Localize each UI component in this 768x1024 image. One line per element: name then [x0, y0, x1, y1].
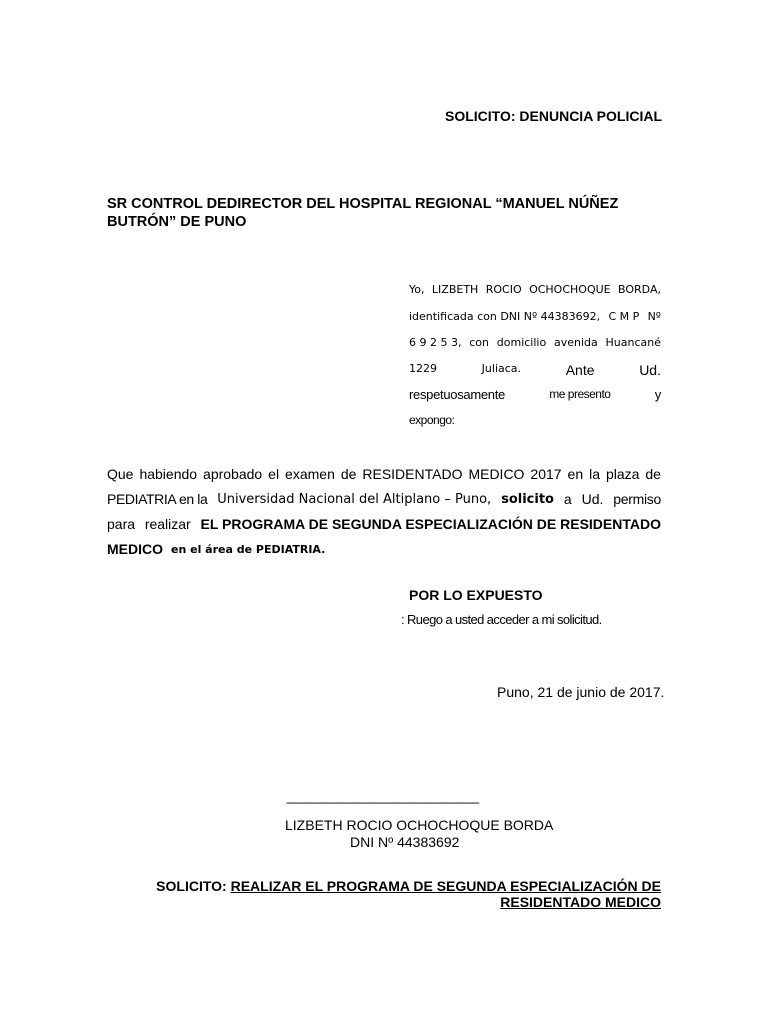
intro-line-2 — [409, 310, 661, 328]
intro-word: ROCIO — [485, 283, 522, 296]
intro-word: y — [654, 387, 661, 402]
body-word: examen — [285, 466, 335, 482]
recipient-line-1: SR CONTROL DEDIRECTOR DEL HOSPITAL REGIONAL “MANUEL NÚÑEZ — [107, 196, 619, 212]
body-word: Que — [107, 466, 134, 482]
body-line-4 — [107, 537, 661, 562]
intro-word: con — [469, 336, 489, 349]
footer-subject-1: REALIZAR EL PROGRAMA DE SEGUNDA ESPECIALIZACIÓN DE — [230, 878, 661, 894]
body-word: MEDICO — [468, 466, 525, 482]
intro-line-3 — [409, 336, 661, 354]
body-word: habiendo — [139, 466, 198, 482]
signature-line: ------------------------------------------------------------------------------------- — [286, 797, 479, 809]
body-word: de — [645, 466, 661, 482]
body-word: 2017 — [530, 466, 562, 482]
intro-word: OCHOCHOQUE — [529, 283, 611, 296]
intro-word: Huancané — [605, 336, 661, 349]
body-word: para — [107, 516, 136, 532]
body-word: en el área de PEDIATRIA. — [171, 543, 326, 556]
body-line-1 — [107, 462, 661, 487]
footer-line-2 — [107, 894, 661, 910]
body-word: permiso — [613, 491, 661, 507]
intro-line-4 — [409, 362, 661, 380]
intro-word: identificada con DNI Nº 44383692, — [409, 310, 601, 323]
body-word: plaza — [605, 466, 640, 482]
footer-request — [107, 878, 661, 910]
body-word: la — [589, 466, 600, 482]
body-word: Ud. — [581, 491, 604, 507]
intro-word: C M P — [608, 310, 640, 323]
intro-word: Yo, — [409, 283, 425, 296]
intro-word: Ud. — [639, 362, 661, 378]
intro-line-6 — [409, 413, 661, 431]
intro-word: 1229 — [409, 362, 437, 375]
intro-word: Ante — [565, 362, 595, 378]
por-lo-expuesto: POR LO EXPUESTO — [409, 587, 543, 603]
intro-word: respetuosamente — [409, 387, 505, 402]
intro-word: expongo: — [409, 413, 455, 427]
intro-word: avenida — [553, 336, 598, 349]
body-word: aprobado — [203, 466, 263, 482]
body-word: de — [340, 466, 357, 482]
intro-word: domicilio — [496, 336, 547, 349]
body-word: realizar — [144, 516, 191, 532]
body-paragraph — [107, 462, 661, 562]
footer-line-1 — [107, 878, 661, 894]
intro-line-5 — [409, 387, 661, 405]
letter-date: Puno, 21 de junio de 2017. — [497, 684, 665, 700]
body-word: PEDIATRIA en la — [107, 491, 208, 507]
intro-word: Juliaca. — [481, 362, 522, 375]
request-text: : Ruego a usted acceder a mi solicitud. — [401, 612, 602, 627]
intro-word: Nº — [647, 310, 661, 323]
intro-word: LIZBETH — [431, 283, 479, 296]
body-word: RESIDENTADO — [362, 466, 463, 482]
body-word: EL PROGRAMA DE SEGUNDA ESPECIALIZACIÓN DE RESIDENTADO — [200, 516, 661, 532]
body-word: el — [268, 466, 280, 482]
intro-word: me presento — [549, 387, 611, 401]
body-word: en — [567, 466, 584, 482]
body-line-2 — [107, 487, 661, 512]
body-line-3 — [107, 512, 661, 537]
footer-subject-2: RESIDENTADO MEDICO — [500, 894, 661, 910]
recipient-block — [107, 195, 667, 231]
footer-label: SOLICITO: — [156, 878, 227, 894]
body-word: solicito — [501, 492, 554, 507]
body-word: a — [563, 491, 572, 507]
signer-dni: DNI Nº 44383692 — [350, 834, 460, 850]
document-heading: SOLICITO: DENUNCIA POLICIAL — [445, 108, 662, 124]
recipient-line-2: BUTRÓN” DE PUNO — [107, 214, 247, 230]
signer-name: LIZBETH ROCIO OCHOCHOQUE BORDA — [285, 817, 554, 833]
body-word: Universidad Nacional del Altiplano – Puno, — [217, 492, 492, 507]
body-word: MEDICO — [107, 541, 163, 557]
intro-word: 6 9 2 5 3, — [409, 336, 462, 349]
intro-line-1 — [409, 283, 661, 301]
intro-word: BORDA, — [618, 283, 661, 296]
